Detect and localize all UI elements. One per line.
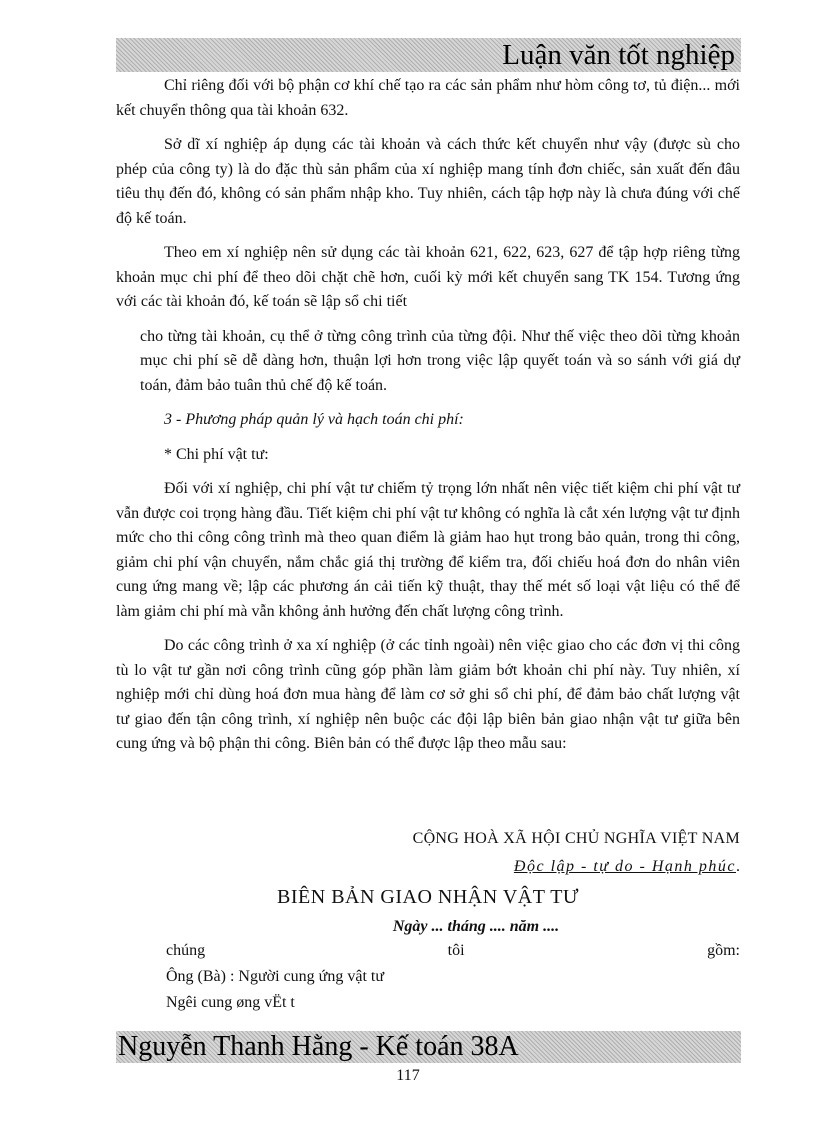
form-nation-heading: CỘNG HOÀ XÃ HỘI CHỦ NGHĨA VIỆT NAM <box>412 830 740 847</box>
page-number: 117 <box>396 1067 420 1084</box>
paragraph-1: Chỉ riêng đối với bộ phận cơ khí chế tạo ra các sản phẩm như hòm công tơ, tủ điện... mới kết chuyển thông qua tài khoản 632. <box>116 77 740 119</box>
subheading-material-cost: * Chi phí vật tư: <box>164 445 269 463</box>
document-body <box>116 74 740 757</box>
form-person-2: Ngêi cung øng vËt t <box>166 994 295 1011</box>
paragraph-5: Đối với xí nghiệp, chi phí vật tư chiếm tỷ trọng lớn nhất nên việc tiết kiệm chi phí vật tư vẫn được coi trọng hàng đầu. Tiết kiệm chi phí vật tư không có nghĩa là cắt xén lượng vật tư định mức cho thi công công trình mà theo quan điểm là giảm hao hụt trong bảo quản, trong thi công, giảm chi phí vận chuyển, nắm chắc giá thị trường để kiểm tra, đối chiếu hoá đơn do nhân viên cung ứng mang về; lập các phương án cải tiến kỹ thuật, thay thế mét số loại vật liệu có thể để làm giảm chi phí mà vẫn không ảnh hưởng đến chất lượng công trình. <box>116 480 740 620</box>
footer-band <box>116 1031 741 1063</box>
paragraph-2: Sở dĩ xí nghiệp áp dụng các tài khoản và cách thức kết chuyển như vậy (được sù cho phép của công ty) là do đặc thù sản phẩm của xí nghiệp mang tính đơn chiếc, sản xuất đến đâu tiêu thụ đến đó, không có sản phẩm nhập kho. Tuy nhiên, cách tập hợp này là chưa đúng với chế độ kế toán. <box>116 136 740 227</box>
form-title: BIÊN BẢN GIAO NHẬN VẬT TƯ <box>277 886 579 908</box>
header-title: Luận văn tốt nghiệp <box>502 39 735 71</box>
section-heading: 3 - Phương pháp quản lý và hạch toán chi phí: <box>164 411 464 428</box>
paragraph-6: Do các công trình ở xa xí nghiệp (ở các tỉnh ngoài) nên việc giao cho các đơn vị thi công tù lo vật tư gần nơi công trình cũng góp phần làm giảm bớt khoản chi phí này. Tuy nhiên, xí nghiệp mới chỉ dùng hoá đơn mua hàng để làm cơ sở ghi sổ chi phí, để đảm bảo chất lượng vật tư giao đến tận công trình, xí nghiệp nên buộc các đội lập biên bản giao nhận vật tư giữa bên cung ứng và bộ phận thi công. Biên bản có thể được lập theo mẫu sau: <box>116 637 740 752</box>
header-band <box>116 38 741 72</box>
form-motto-line <box>514 858 740 876</box>
paragraph-3: Theo em xí nghiệp nên sử dụng các tài khoản 621, 622, 623, 627 để tập hợp riêng từng khoản mục chi phí để theo dõi chặt chẽ hơn, cuối kỳ mới kết chuyển sang TK 154. Tương ứng với các tài khoản đó, kế toán sẽ lập sổ chi tiết <box>116 244 740 310</box>
parties-word-2: tôi <box>447 942 465 959</box>
footer-title: Nguyễn Thanh Hằng - Kế toán 38A <box>118 1031 519 1062</box>
form-motto-period: . <box>736 858 740 875</box>
form-person-1: Ông (Bà) : Người cung ứng vật tư <box>166 968 384 985</box>
paragraph-4: cho từng tài khoản, cụ thể ở từng công trình của từng đội. Như thế việc theo dõi từng khoản mục chi phí sẽ dễ dàng hơn, thuận lợi hơn trong việc lập quyết toán và so sánh với giá dự toán, đảm bảo tuân thủ chế độ kế toán. <box>140 327 740 394</box>
form-parties-row <box>166 942 740 960</box>
parties-word-3: gồm: <box>707 942 740 959</box>
form-motto: Độc lập - tự do - Hạnh phúc <box>513 858 736 875</box>
form-date: Ngày ... tháng .... năm .... <box>392 918 560 935</box>
parties-word-1: chúng <box>166 942 206 959</box>
